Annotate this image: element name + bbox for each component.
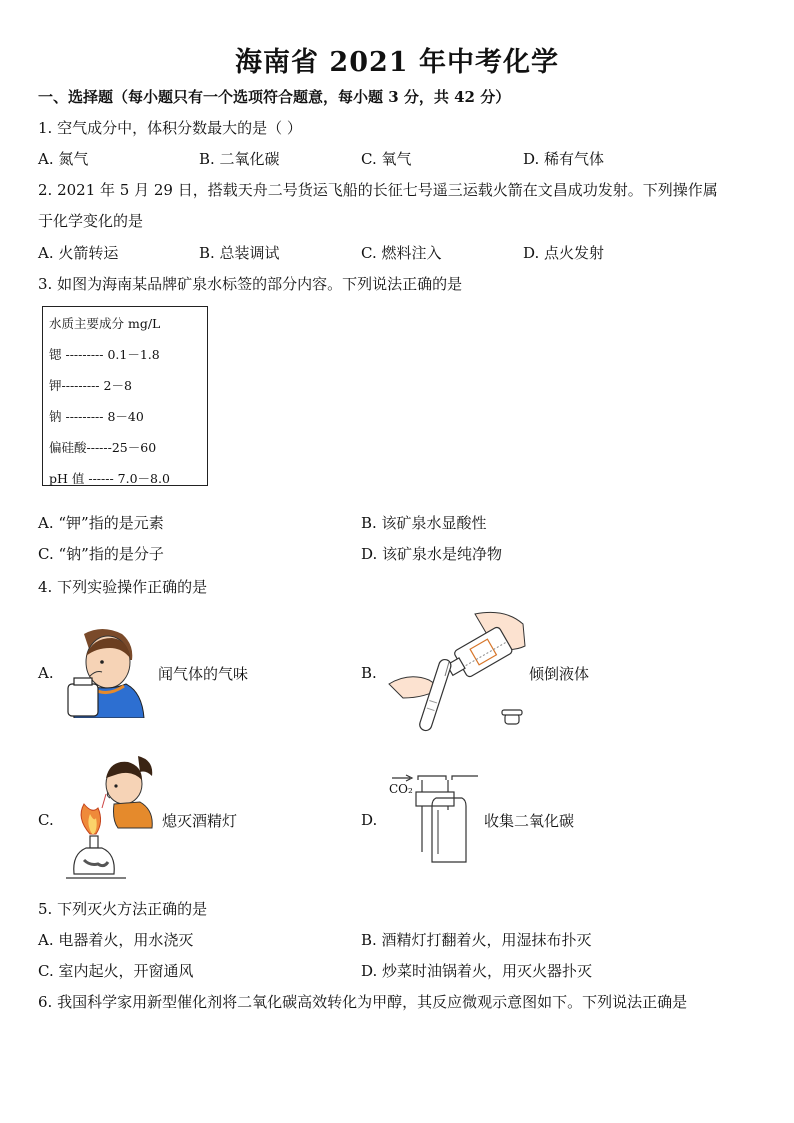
q1-stem: 1. 空气成分中，体积分数最大的是（ ） <box>38 119 302 137</box>
q1-option-c: C. 氧气 <box>361 150 412 168</box>
q2-option-b: B. 总装调试 <box>199 244 280 262</box>
q2-stem-line2: 于化学变化的是 <box>38 212 144 230</box>
q4-option-d-letter: D. <box>361 811 378 829</box>
label-row: 偏硅酸------25－60 <box>49 440 157 455</box>
mineral-water-label <box>42 306 208 486</box>
q3-option-d: D. 该矿泉水是纯净物 <box>361 545 503 563</box>
q1-option-b: B. 二氧化碳 <box>199 150 280 168</box>
q3-stem: 3. 如图为海南某品牌矿泉水标签的部分内容。下列说法正确的是 <box>38 275 463 293</box>
q5-option-b: B. 酒精灯打翻着火，用湿抹布扑灭 <box>361 931 592 949</box>
q1-option-d: D. 稀有气体 <box>523 150 605 168</box>
q4-stem: 4. 下列实验操作正确的是 <box>38 578 208 596</box>
q4-option-c-letter: C. <box>38 811 54 829</box>
q3-option-a: A. “钾”指的是元素 <box>38 514 164 532</box>
pouring-liquid-illustration <box>385 606 530 734</box>
q4-option-a-caption: 闻气体的气味 <box>158 665 249 683</box>
q5-option-c: C. 室内起火，开窗通风 <box>38 962 194 980</box>
label-row: pH 值 ------ 7.0－8.0 <box>49 471 170 486</box>
q5-stem: 5. 下列灭火方法正确的是 <box>38 900 208 918</box>
label-row: 钠 --------- 8－40 <box>49 409 144 424</box>
q2-stem-line1: 2. 2021 年 5 月 29 日，搭载天舟二号货运飞船的长征七号遥三运载火箭在文昌成功发射。下列操作属 <box>38 181 718 199</box>
page-title: 海南省 2021 年中考化学 <box>235 47 559 78</box>
smelling-gas-illustration <box>62 626 152 718</box>
label-row: 锶 --------- 0.1－1.8 <box>49 347 160 362</box>
q4-option-b-caption: 倾倒液体 <box>529 665 590 683</box>
q2-option-d: D. 点火发射 <box>523 244 605 262</box>
alcohol-lamp-illustration <box>62 748 158 886</box>
q2-option-c: C. 燃料注入 <box>361 244 442 262</box>
q3-option-b: B. 该矿泉水显酸性 <box>361 514 487 532</box>
section-heading: 一、选择题（每小题只有一个选项符合题意，每小题 3 分，共 42 分） <box>38 88 511 106</box>
q5-option-a: A. 电器着火，用水浇灭 <box>38 931 194 949</box>
q4-option-b-letter: B. <box>361 664 377 682</box>
gas-collection-bottle-illustration <box>386 770 482 868</box>
q4-option-d-caption: 收集二氧化碳 <box>484 812 575 830</box>
q1-option-a: A. 氮气 <box>38 150 89 168</box>
q6-stem: 6. 我国科学家用新型催化剂将二氧化碳高效转化为甲醇，其反应微观示意图如下。下列说法正确是 <box>38 993 688 1011</box>
label-row: 钾--------- 2－8 <box>49 378 132 393</box>
q4-option-a-letter: A. <box>38 664 54 682</box>
q5-option-d: D. 炒菜时油锅着火，用灭火器扑灭 <box>361 962 593 980</box>
q2-option-a: A. 火箭转运 <box>38 244 119 262</box>
q3-option-c: C. “钠”指的是分子 <box>38 545 164 563</box>
q4-option-c-caption: 熄灭酒精灯 <box>162 812 238 830</box>
label-row: 水质主要成分 mg/L <box>49 316 161 331</box>
co2-label: CO₂ <box>389 782 413 796</box>
